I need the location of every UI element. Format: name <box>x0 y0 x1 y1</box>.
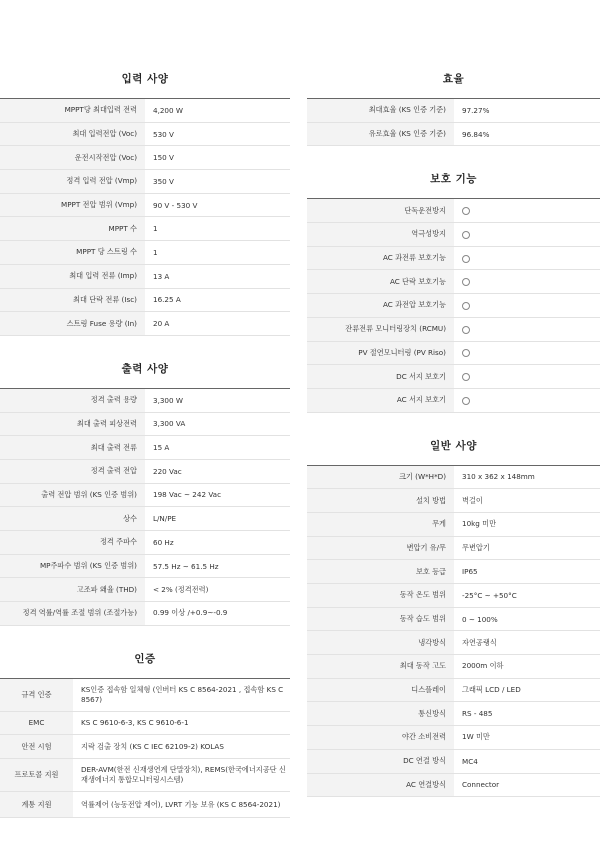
spec-value: 지락 검출 장치 (KS C IEC 62109-2) KOLAS <box>73 735 290 759</box>
spec-label: MPPT 수 <box>0 217 145 241</box>
spec-row <box>0 759 290 792</box>
circle-check-icon <box>462 397 470 405</box>
spec-value: 15 A <box>145 436 290 460</box>
protection-table <box>307 199 600 412</box>
circle-check-icon <box>462 207 470 215</box>
efficiency-title: 효율 <box>307 70 600 99</box>
spec-value: 16.25 A <box>145 288 290 312</box>
spec-value: 57.5 Hz ~ 61.5 Hz <box>145 554 290 578</box>
spec-label: AC 과전압 보호기능 <box>307 294 454 318</box>
spec-value: DER-AVM(한전 신재생연계 단말장치), REMS(한국에너지공단 신재생에너지 통합모니터링시스템) <box>73 759 290 792</box>
spec-row <box>0 312 290 336</box>
spec-label: 최대 단락 전류 (Isc) <box>0 288 145 312</box>
spec-row <box>0 193 290 217</box>
spec-value: 무변압기 <box>454 536 600 560</box>
supported-cell <box>454 223 600 247</box>
spec-label: AC 단락 보호기능 <box>307 270 454 294</box>
spec-value: 역률제어 (능동전압 제어), LVRT 기능 보유 (KS C 8564-2021) <box>73 792 290 818</box>
input-spec-title: 입력 사양 <box>0 70 290 99</box>
spec-row <box>307 536 600 560</box>
spec-row <box>307 584 600 608</box>
spec-row <box>0 122 290 146</box>
spec-value: 3,300 W <box>145 389 290 412</box>
spec-label: EMC <box>0 711 73 735</box>
spec-row <box>0 531 290 555</box>
spec-value: 1W 미만 <box>454 726 600 750</box>
circle-check-icon <box>462 349 470 357</box>
spec-value: 벽걸이 <box>454 489 600 513</box>
spec-label: 통신방식 <box>307 702 454 726</box>
spec-row <box>0 679 290 712</box>
spec-value: 150 V <box>145 146 290 170</box>
spec-label: 단독운전방지 <box>307 199 454 222</box>
circle-check-icon <box>462 373 470 381</box>
spec-label: 냉각방식 <box>307 631 454 655</box>
spec-label: 유로효율 (KS 인증 기준) <box>307 122 454 146</box>
supported-cell <box>454 199 600 222</box>
spec-label: 동작 온도 범위 <box>307 584 454 608</box>
spec-label: 상수 <box>0 507 145 531</box>
protection-title: 보호 기능 <box>307 170 600 199</box>
spec-row <box>0 602 290 626</box>
spec-value: 220 Vac <box>145 459 290 483</box>
spec-value: Connector <box>454 773 600 797</box>
spec-row <box>307 294 600 318</box>
spec-value: -25°C ~ +50°C <box>454 584 600 608</box>
spec-label: 최대 동작 고도 <box>307 655 454 679</box>
input-spec-table <box>0 99 290 336</box>
spec-value: 96.84% <box>454 122 600 146</box>
spec-label: PV 절연모니터링 (PV Riso) <box>307 341 454 365</box>
left-column <box>0 70 290 818</box>
spec-value: 4,200 W <box>145 99 290 122</box>
spec-value: 60 Hz <box>145 531 290 555</box>
spec-value: 13 A <box>145 264 290 288</box>
spec-row <box>0 483 290 507</box>
supported-cell <box>454 246 600 270</box>
output-spec-title: 출력 사양 <box>0 360 290 389</box>
spec-label: 최대 출력 피상전력 <box>0 412 145 436</box>
spec-label: 운전시작전압 (Voc) <box>0 146 145 170</box>
circle-check-icon <box>462 278 470 286</box>
spec-label: 정격 역률/역률 조절 범위 (조절가능) <box>0 602 145 626</box>
spec-row <box>0 578 290 602</box>
spec-label: 고조파 왜율 (THD) <box>0 578 145 602</box>
spec-label: 정격 출력 용량 <box>0 389 145 412</box>
spec-row <box>307 388 600 412</box>
spec-value: < 2% (정격전력) <box>145 578 290 602</box>
spec-row <box>0 389 290 412</box>
general-spec-table <box>307 466 600 798</box>
spec-row <box>307 678 600 702</box>
spec-row <box>0 99 290 122</box>
spec-row <box>0 288 290 312</box>
spec-label: AC 연결방식 <box>307 773 454 797</box>
spec-label: DC 연결 방식 <box>307 749 454 773</box>
spec-label: AC 과전류 보호기능 <box>307 246 454 270</box>
cert-table <box>0 679 290 818</box>
spec-value: KS C 9610-6-3, KS C 9610-6-1 <box>73 711 290 735</box>
spec-row <box>0 436 290 460</box>
spec-label: MPPT당 최대입력 전력 <box>0 99 145 122</box>
spec-label: MPPT 전압 범위 (Vmp) <box>0 193 145 217</box>
spec-row <box>307 466 600 489</box>
spec-value: L/N/PE <box>145 507 290 531</box>
spec-row <box>0 459 290 483</box>
spec-label: DC 서지 보호기 <box>307 365 454 389</box>
supported-cell <box>454 317 600 341</box>
spec-label: 동작 습도 범위 <box>307 607 454 631</box>
spec-value: 97.27% <box>454 99 600 122</box>
supported-cell <box>454 365 600 389</box>
spec-value: 310 x 362 x 148mm <box>454 466 600 489</box>
spec-label: 야간 소비전력 <box>307 726 454 750</box>
circle-check-icon <box>462 231 470 239</box>
circle-check-icon <box>462 326 470 334</box>
circle-check-icon <box>462 255 470 263</box>
spec-row <box>0 241 290 265</box>
spec-value: 2000m 이하 <box>454 655 600 679</box>
spec-row <box>307 749 600 773</box>
supported-cell <box>454 341 600 365</box>
spec-row <box>0 735 290 759</box>
spec-label: 보호 등급 <box>307 560 454 584</box>
spec-label: 역극성방지 <box>307 223 454 247</box>
spec-row <box>0 264 290 288</box>
spec-row <box>307 122 600 146</box>
cert-title: 인증 <box>0 650 290 679</box>
spec-row <box>307 512 600 536</box>
spec-label: 디스플레이 <box>307 678 454 702</box>
spec-label: 정격 주파수 <box>0 531 145 555</box>
spec-label: 출력 전압 범위 (KS 인증 범위) <box>0 483 145 507</box>
spec-label: 스트링 Fuse 용량 (In) <box>0 312 145 336</box>
spec-value: 530 V <box>145 122 290 146</box>
spec-value: 198 Vac ~ 242 Vac <box>145 483 290 507</box>
spec-row <box>307 270 600 294</box>
spec-label: 최대효율 (KS 인증 기준) <box>307 99 454 122</box>
spec-value: 자연공랭식 <box>454 631 600 655</box>
spec-row <box>307 607 600 631</box>
spec-row <box>307 317 600 341</box>
spec-value: 350 V <box>145 170 290 194</box>
spec-row <box>307 726 600 750</box>
spec-row <box>307 223 600 247</box>
spec-row <box>0 217 290 241</box>
spec-row <box>307 99 600 122</box>
spec-label: MPPT 당 스트링 수 <box>0 241 145 265</box>
circle-check-icon <box>462 302 470 310</box>
efficiency-table <box>307 99 600 146</box>
spec-value: KS인증 접속함 일체형 (인버터 KS C 8564-2021 , 접속함 KS C 8567) <box>73 679 290 712</box>
spec-value: 0.99 이상 /+0.9~-0.9 <box>145 602 290 626</box>
spec-row <box>307 773 600 797</box>
spec-label: 최대 출력 전류 <box>0 436 145 460</box>
spec-label: 프로토콜 지원 <box>0 759 73 792</box>
spec-label: 안전 시험 <box>0 735 73 759</box>
spec-row <box>307 489 600 513</box>
supported-cell <box>454 294 600 318</box>
spec-label: 설치 방법 <box>307 489 454 513</box>
spec-row <box>0 146 290 170</box>
spec-label: 정격 출력 전압 <box>0 459 145 483</box>
spec-row <box>307 560 600 584</box>
general-spec-title: 일반 사양 <box>307 437 600 466</box>
spec-label: AC 서지 보호기 <box>307 388 454 412</box>
spec-value: 3,300 VA <box>145 412 290 436</box>
spec-label: 크기 (W*H*D) <box>307 466 454 489</box>
spec-row <box>0 507 290 531</box>
spec-value: 90 V - 530 V <box>145 193 290 217</box>
spec-label: 잔류전류 모니터링장치 (RCMU) <box>307 317 454 341</box>
spec-value: IP65 <box>454 560 600 584</box>
spec-row <box>0 412 290 436</box>
spec-row <box>0 170 290 194</box>
spec-label: 무게 <box>307 512 454 536</box>
spec-value: 10kg 미만 <box>454 512 600 536</box>
spec-row <box>307 365 600 389</box>
spec-value: 그래픽 LCD / LED <box>454 678 600 702</box>
supported-cell <box>454 270 600 294</box>
spec-row <box>307 199 600 222</box>
spec-value: 1 <box>145 241 290 265</box>
spec-label: MP주파수 범위 (KS 인증 범위) <box>0 554 145 578</box>
spec-row <box>0 711 290 735</box>
spec-label: 정격 입력 전압 (Vmp) <box>0 170 145 194</box>
spec-value: 20 A <box>145 312 290 336</box>
spec-row <box>307 702 600 726</box>
spec-value: MC4 <box>454 749 600 773</box>
spec-row <box>0 554 290 578</box>
supported-cell <box>454 388 600 412</box>
spec-label: 규격 인증 <box>0 679 73 712</box>
spec-value: 0 ~ 100% <box>454 607 600 631</box>
spec-label: 최대 입력전압 (Voc) <box>0 122 145 146</box>
output-spec-table <box>0 389 290 626</box>
spec-label: 변압기 유/무 <box>307 536 454 560</box>
spec-value: RS - 485 <box>454 702 600 726</box>
spec-label: 최대 입력 전류 (Imp) <box>0 264 145 288</box>
spec-value: 1 <box>145 217 290 241</box>
spec-row <box>307 655 600 679</box>
spec-row <box>307 246 600 270</box>
right-column <box>307 70 600 797</box>
spec-row <box>307 341 600 365</box>
spec-row <box>0 792 290 818</box>
spec-label: 계통 지원 <box>0 792 73 818</box>
spec-row <box>307 631 600 655</box>
